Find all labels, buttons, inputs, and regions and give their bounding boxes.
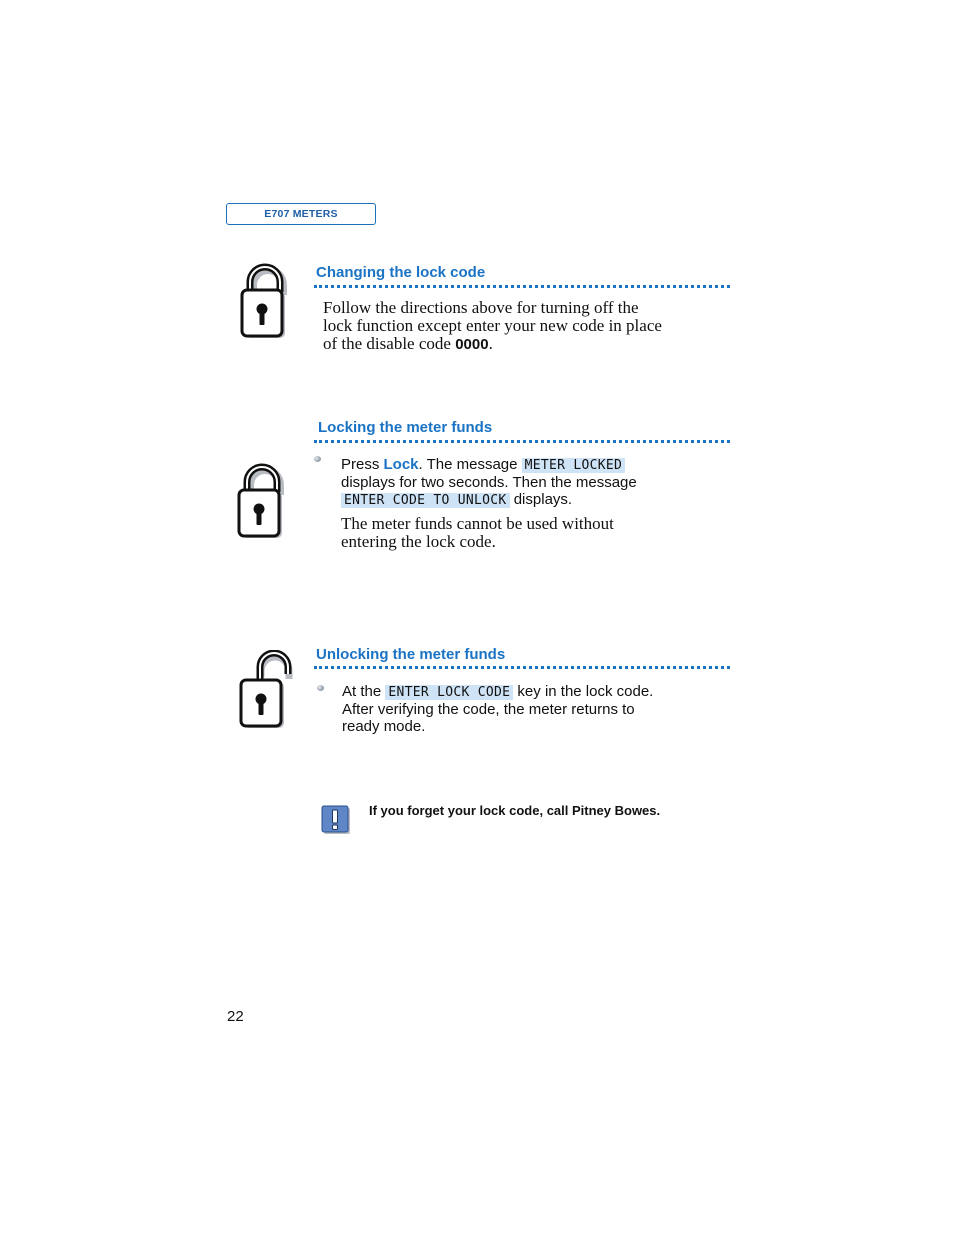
- disable-code: 0000: [455, 336, 489, 353]
- section-title-changing-lock-code: Changing the lock code: [316, 264, 486, 281]
- padlock-locked-icon: [236, 262, 294, 344]
- lock-key-label: Lock: [383, 456, 419, 473]
- lcd-message-enter-lock-code: ENTER LOCK CODE: [385, 685, 513, 700]
- section-title-unlocking-meter-funds: Unlocking the meter funds: [316, 646, 506, 663]
- section-tab: E707 METERS: [226, 203, 376, 225]
- lcd-message-meter-locked: METER LOCKED: [522, 458, 626, 473]
- lcd-message-enter-code-to-unlock: ENTER CODE TO UNLOCK: [341, 493, 510, 508]
- dotted-rule: [314, 666, 730, 672]
- dotted-rule: [314, 440, 730, 446]
- page-number: 22: [227, 1008, 244, 1025]
- locking-instruction: Press Lock. The message METER LOCKED displays for two seconds. Then the message ENTER CODE TO UNLOCK displays.: [341, 456, 637, 508]
- section-body-changing-lock-code: Follow the directions above for turning off the lock function except enter your new code in place of the disable code 0000.: [323, 298, 662, 353]
- exclamation-icon: [321, 805, 351, 835]
- section-title-locking-meter-funds: Locking the meter funds: [318, 419, 493, 436]
- unlocking-instruction: At the ENTER LOCK CODE key in the lock code. After verifying the code, the meter returns to ready mode.: [342, 683, 654, 735]
- bullet-icon: [317, 685, 324, 691]
- bullet-icon: [314, 456, 321, 462]
- padlock-locked-icon: [233, 462, 291, 544]
- locking-note: The meter funds cannot be used without entering the lock code.: [341, 514, 614, 551]
- dotted-rule: [314, 285, 730, 291]
- padlock-unlocked-icon: [235, 650, 293, 734]
- forgot-code-note: If you forget your lock code, call Pitney Bowes.: [369, 803, 661, 818]
